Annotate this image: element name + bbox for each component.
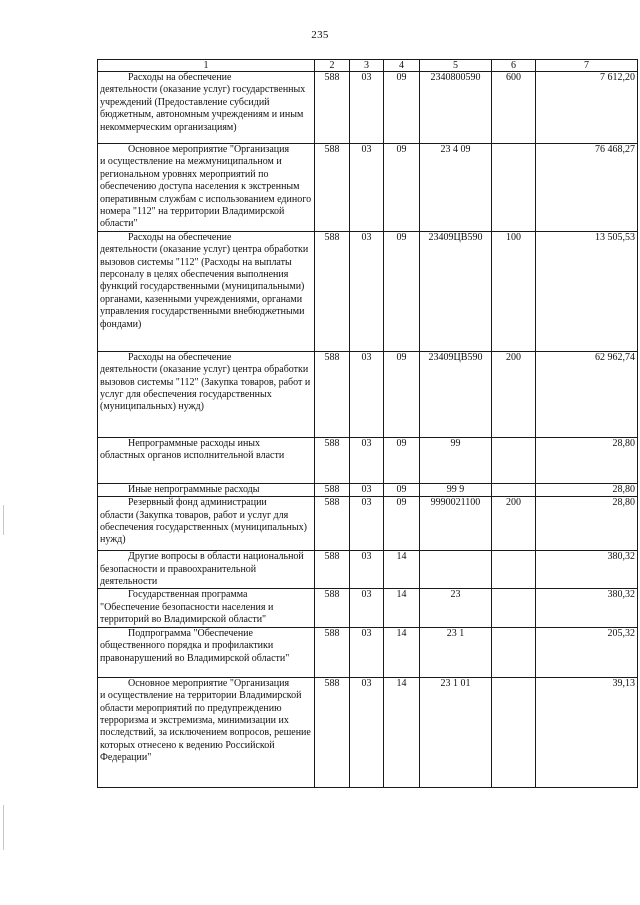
ved-cell: 588 [315, 497, 350, 551]
row-name-cell [98, 231, 315, 351]
row-name-cell [98, 497, 315, 551]
vr-cell: 200 [492, 351, 536, 437]
vr-cell [492, 551, 536, 589]
sum-cell: 13 505,53 [536, 231, 638, 351]
rz-cell: 03 [350, 677, 384, 787]
row-name-lead: Подпрограмма "Обеспечение [128, 627, 253, 639]
ved-cell: 588 [315, 483, 350, 496]
row-name-rest: деятельности (оказание услуг) центра обработки вызовов системы "112" (Расходы на выплаты персоналу в целях обеспечения выполнения функций государственными (муниципальными) органами, казенными учреждениями, органами управления государственными внебюджетными фондами) [100, 244, 309, 330]
rz-cell: 03 [350, 627, 384, 677]
sum-cell: 28,80 [536, 437, 638, 483]
rz-cell: 03 [350, 231, 384, 351]
csr-cell: 99 [420, 437, 492, 483]
table-row [98, 497, 638, 551]
page-number: 235 [311, 29, 329, 41]
table-row [98, 437, 638, 483]
pr-cell: 09 [384, 351, 420, 437]
header-cell: 3 [350, 60, 384, 72]
pr-cell: 09 [384, 437, 420, 483]
row-name-cell [98, 551, 315, 589]
csr-cell: 23 1 [420, 627, 492, 677]
header-cell: 7 [536, 60, 638, 72]
csr-cell [420, 551, 492, 589]
pr-cell: 14 [384, 677, 420, 787]
sum-cell: 76 468,27 [536, 144, 638, 232]
sum-cell: 28,80 [536, 497, 638, 551]
ved-cell: 588 [315, 231, 350, 351]
rz-cell: 03 [350, 437, 384, 483]
pr-cell: 14 [384, 589, 420, 627]
scan-edge-mark [3, 805, 4, 850]
pr-cell: 09 [384, 497, 420, 551]
row-name-cell [98, 351, 315, 437]
row-name-lead: Другие вопросы в области национальной [128, 551, 304, 563]
row-name-lead: Иные непрограммные расходы [128, 483, 260, 495]
table-row [98, 144, 638, 232]
row-name-rest: деятельности (оказание услуг) центра обработки вызовов системы "112" (Закупка товаров, работ и услуг для обеспечения государственных (муниципальных) нужд) [100, 364, 311, 413]
rz-cell: 03 [350, 497, 384, 551]
row-name-cell [98, 677, 315, 787]
ved-cell: 588 [315, 589, 350, 627]
row-name-rest: области (Закупка товаров, работ и услуг для обеспечения государственных (муниципальных) нужд) [100, 509, 307, 546]
rz-cell: 03 [350, 351, 384, 437]
table-row [98, 627, 638, 677]
sum-cell: 205,32 [536, 627, 638, 677]
sum-cell: 380,32 [536, 589, 638, 627]
csr-cell: 99 9 [420, 483, 492, 496]
ved-cell: 588 [315, 351, 350, 437]
vr-cell [492, 437, 536, 483]
row-name-rest: и осуществление на территории Владимирской области мероприятий по предупреждению терроризма и экстремизма, минимизации их последствий, за исключением вопросов, решение которых отнесено к ведению Российской Федерации" [100, 690, 311, 764]
rz-cell: 03 [350, 483, 384, 496]
vr-cell [492, 677, 536, 787]
pr-cell: 09 [384, 144, 420, 232]
pr-cell: 09 [384, 231, 420, 351]
row-name-lead: Расходы на обеспечение [128, 72, 232, 83]
ved-cell: 588 [315, 437, 350, 483]
row-name-rest: безопасности и правоохранительной деятельности [100, 563, 257, 588]
row-name-cell [98, 627, 315, 677]
sum-cell: 7 612,20 [536, 72, 638, 144]
csr-cell: 23 [420, 589, 492, 627]
sum-cell: 62 962,74 [536, 351, 638, 437]
row-name-rest: "Обеспечение безопасности населения и территорий во Владимирской области" [100, 601, 274, 626]
table-row [98, 677, 638, 787]
sum-cell: 39,13 [536, 677, 638, 787]
row-name-lead: Резервный фонд администрации [128, 497, 267, 509]
csr-cell: 23409ЦВ590 [420, 351, 492, 437]
vr-cell: 200 [492, 497, 536, 551]
rz-cell: 03 [350, 144, 384, 232]
table-row [98, 231, 638, 351]
ved-cell: 588 [315, 144, 350, 232]
row-name-cell [98, 72, 315, 144]
pr-cell: 14 [384, 627, 420, 677]
table-row [98, 589, 638, 627]
ved-cell: 588 [315, 72, 350, 144]
vr-cell [492, 589, 536, 627]
table-row [98, 551, 638, 589]
ved-cell: 588 [315, 627, 350, 677]
row-name-cell [98, 144, 315, 232]
vr-cell: 100 [492, 231, 536, 351]
vr-cell [492, 144, 536, 232]
row-name-cell [98, 589, 315, 627]
pr-cell: 09 [384, 72, 420, 144]
header-cell: 6 [492, 60, 536, 72]
row-name-lead: Государственная программа [128, 589, 248, 601]
csr-cell: 23 4 09 [420, 144, 492, 232]
csr-cell: 2340800590 [420, 72, 492, 144]
pr-cell: 14 [384, 551, 420, 589]
rz-cell: 03 [350, 72, 384, 144]
rz-cell: 03 [350, 589, 384, 627]
budget-table [97, 59, 638, 788]
header-cell: 4 [384, 60, 420, 72]
ved-cell: 588 [315, 677, 350, 787]
header-cell: 5 [420, 60, 492, 72]
row-name-lead: Расходы на обеспечение [128, 351, 232, 363]
vr-cell [492, 627, 536, 677]
header-cell: 2 [315, 60, 350, 72]
row-name-cell [98, 437, 315, 483]
table-row [98, 483, 638, 496]
sum-cell: 380,32 [536, 551, 638, 589]
csr-cell: 23409ЦВ590 [420, 231, 492, 351]
row-name-lead: Основное мероприятие "Организация [128, 144, 290, 155]
sum-cell: 28,80 [536, 483, 638, 496]
scan-edge-mark [3, 505, 4, 535]
ved-cell: 588 [315, 551, 350, 589]
vr-cell [492, 483, 536, 496]
row-name-rest: областных органов исполнительной власти [100, 450, 285, 462]
row-name-lead: Непрограммные расходы иных [128, 437, 261, 449]
table-row [98, 351, 638, 437]
row-name-lead: Расходы на обеспечение [128, 231, 232, 243]
rz-cell: 03 [350, 551, 384, 589]
row-name-rest: деятельности (оказание услуг) государственных учреждений (Предоставление субсидий бюджетным, автономным учреждениям и иным некоммерческим организациям) [100, 84, 306, 133]
header-row [98, 60, 638, 72]
vr-cell: 600 [492, 72, 536, 144]
table-row [98, 72, 638, 144]
pr-cell: 09 [384, 483, 420, 496]
header-cell: 1 [98, 60, 315, 72]
row-name-lead: Основное мероприятие "Организация [128, 677, 290, 689]
row-name-cell [98, 483, 315, 496]
row-name-rest: и осуществление на межмуниципальном и региональном уровнях мероприятий по обеспечению доступа населения к экстренным оперативным службам с использованием единого номера "112" на территории Владимирской области" [100, 156, 312, 230]
row-name-rest: общественного порядка и профилактики правонарушений во Владимирской области" [100, 640, 290, 664]
csr-cell: 9990021100 [420, 497, 492, 551]
csr-cell: 23 1 01 [420, 677, 492, 787]
